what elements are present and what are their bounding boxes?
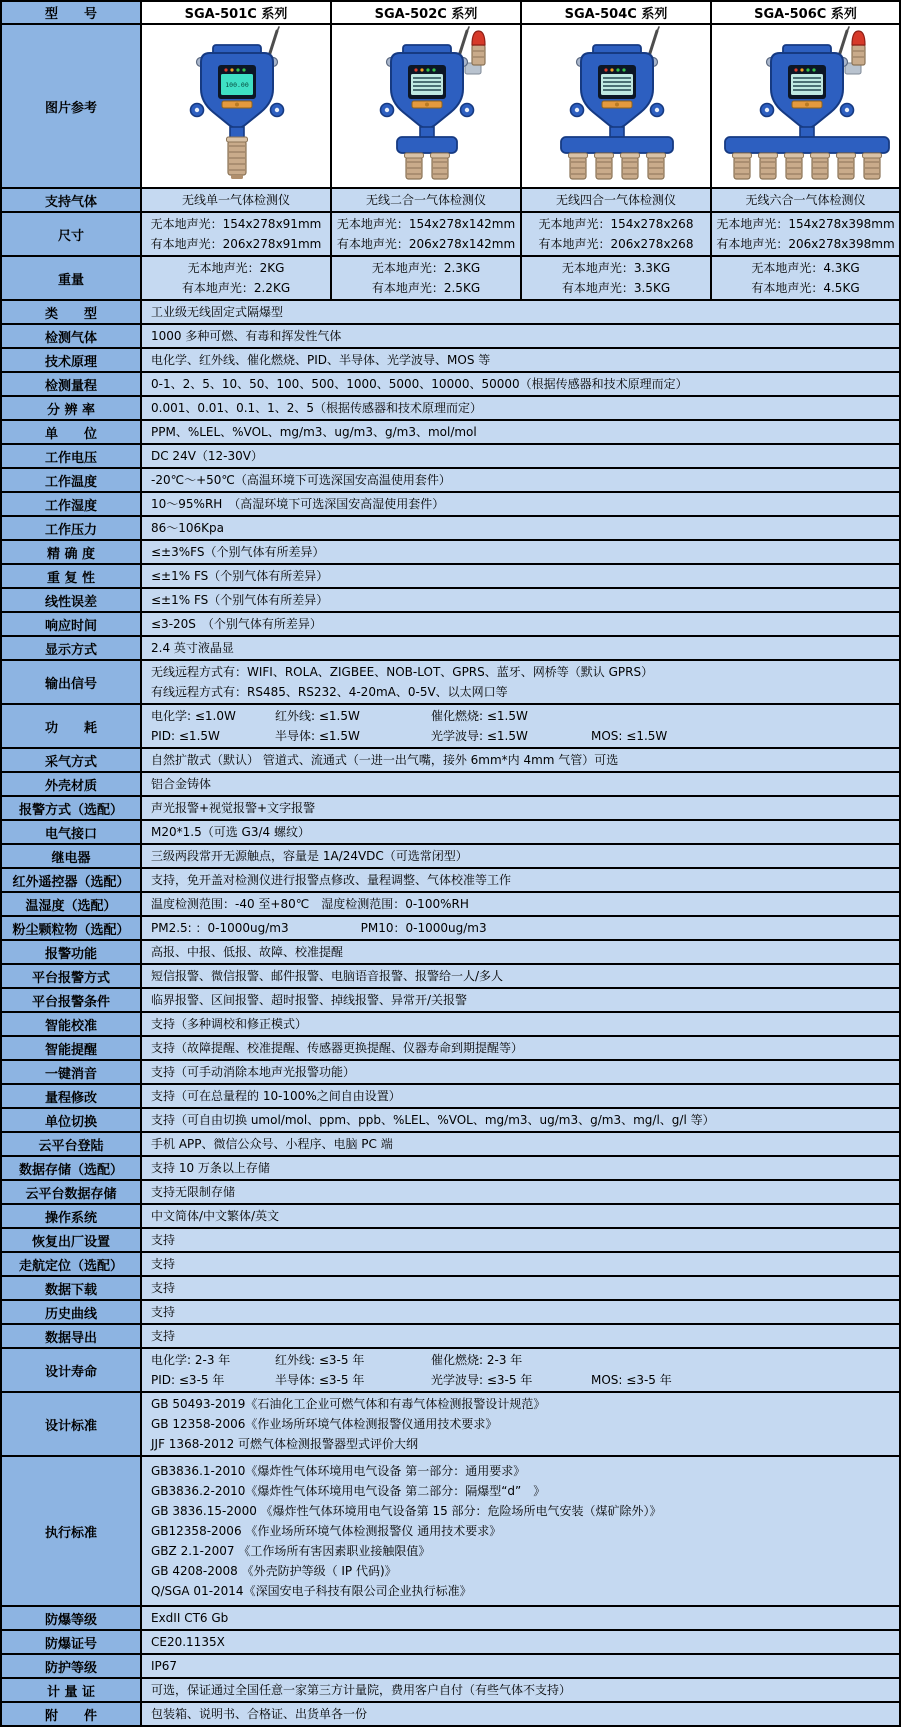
row-cell: 无线单一气体检测仪: [141, 188, 331, 212]
row-value: ≤±1% FS（个别气体有所差异）: [141, 588, 900, 612]
row-label: 粉尘颗粒物（选配）: [1, 916, 141, 940]
row-value: 支持（可手动消除本地声光报警功能）: [141, 1060, 900, 1084]
model-name-sga-504c: SGA-504C 系列: [521, 1, 711, 24]
row-cell: 无本地声光：2.3KG 有本地声光：2.5KG: [331, 256, 521, 300]
row-label: 技术原理: [1, 348, 141, 372]
row-value: 铝合金铸体: [141, 772, 900, 796]
row-value: CE20.1135X: [141, 1630, 900, 1654]
spec-row-13: [1, 540, 900, 564]
spec-row-10: [1, 468, 900, 492]
spec-row-39: [1, 1204, 900, 1228]
row-value: 无线远程方式有：WIFI、ROLA、ZIGBEE、NOB-LOT、GPRS、蓝牙、网桥等（默认 GPRS） 有线远程方式有：RS485、RS232、4-20mA、0-5V、以太网口等: [141, 660, 900, 704]
row-label: 工作温度: [1, 468, 141, 492]
image-cell-sga-502c: [331, 24, 521, 188]
row-label: 云平台登陆: [1, 1132, 141, 1156]
row-value: ≤±1% FS（个别气体有所差异）: [141, 564, 900, 588]
value-segment: 催化燃烧: ≤1.5W: [431, 709, 528, 723]
value-segment: 光学波导: ≤3-5 年: [431, 1373, 533, 1387]
header-label: 型 号: [1, 1, 141, 24]
spec-row-43: [1, 1300, 900, 1324]
spec-row-9: [1, 444, 900, 468]
row-label: 采气方式: [1, 748, 141, 772]
row-cell: 无本地声光：154x278x142mm 有本地声光：206x278x142mm: [331, 212, 521, 256]
row-value: DC 24V（12-30V）: [141, 444, 900, 468]
row-value: 1000 多种可燃、有毒和挥发性气体: [141, 324, 900, 348]
row-cell: 无线二合一气体检测仪: [331, 188, 521, 212]
row-label: 输出信号: [1, 660, 141, 704]
value-segment: 催化燃烧: 2-3 年: [431, 1353, 523, 1367]
row-cell: 无本地声光：154x278x268 有本地声光：206x278x268: [521, 212, 711, 256]
alarm-beacon-icon: [465, 31, 485, 74]
row-label: 设计标准: [1, 1392, 141, 1456]
row-label: 恢复出厂设置: [1, 1228, 141, 1252]
spec-row-48: [1, 1606, 900, 1630]
row-value: 支持（可在总量程的 10-100%之间自由设置）: [141, 1084, 900, 1108]
row-value: 可选，保证通过全国任意一家第三方计量院，费用客户自付（有些气体不支持）: [141, 1678, 900, 1702]
value-segment: 红外线: ≤3-5 年: [275, 1353, 365, 1367]
value-segment: 半导体: ≤1.5W: [275, 729, 360, 743]
image-row: [1, 24, 900, 188]
row-label: 显示方式: [1, 636, 141, 660]
row-cell: 无线六合一气体检测仪: [711, 188, 900, 212]
lcd-screen: [791, 74, 823, 95]
spec-row-32: [1, 1036, 900, 1060]
row-value: GB 50493-2019《石油化工企业可燃气体和有毒气体检测报警设计规范》 GB 12358-2006《作业场所环境气体检测报警仪通用技术要求》 JJF 1368-2012 可燃气体检测报警器型式评价大纲: [141, 1392, 900, 1456]
spec-row-37: [1, 1156, 900, 1180]
spec-row-27: [1, 916, 900, 940]
row-label: 外壳材质: [1, 772, 141, 796]
row-value: 手机 APP、微信公众号、小程序、电脑 PC 端: [141, 1132, 900, 1156]
row-label: 线性误差: [1, 588, 141, 612]
spec-row-40: [1, 1228, 900, 1252]
row-label: 检测气体: [1, 324, 141, 348]
spec-row-3: [1, 300, 900, 324]
lcd-screen: [411, 74, 443, 95]
row-value: PPM、%LEL、%VOL、mg/m3、ug/m3、g/m3、mol/mol: [141, 420, 900, 444]
row-value: 支持: [141, 1300, 900, 1324]
row-label: 检测量程: [1, 372, 141, 396]
spec-row-36: [1, 1132, 900, 1156]
row-value: ≤3-20S （个别气体有所差异）: [141, 612, 900, 636]
row-value: 支持: [141, 1324, 900, 1348]
row-value: PM2.5: ：0-1000ug/m3 PM10：0-1000ug/m3: [141, 916, 900, 940]
spec-row-26: [1, 892, 900, 916]
row-value: 中文简体/中文繁体/英文: [141, 1204, 900, 1228]
row-value: 声光报警+视觉报警+文字报警: [141, 796, 900, 820]
spec-row-31: [1, 1012, 900, 1036]
row-value: 包装箱、说明书、合格证、出货单各一份: [141, 1702, 900, 1726]
spec-row-45: [1, 1348, 900, 1392]
spec-row-50: [1, 1654, 900, 1678]
spec-row-11: [1, 492, 900, 516]
row-value: 支持 10 万条以上存储: [141, 1156, 900, 1180]
row-value: GB3836.1-2010《爆炸性气体环境用电气设备 第一部分：通用要求》 GB3836.2-2010《爆炸性气体环境用电气设备 第二部分：隔爆型“d” 》 GB 3836.15-2000 《爆炸性气体环境用电气设备第 15 部分：危险场所电气安装（煤矿除外）》 GB12358-2006 《作业场所环境气体检测报警仪 通用技术要求》 GBZ 2.1-2007 《工作场所有害因素职业接触限值》 GB 4208-2008 《外壳防护等级（ IP 代码)》 Q/SGA 01-2014《深国安电子科技有限公司企业执行标准》: [141, 1456, 900, 1606]
manifold: [561, 137, 673, 153]
row-label: 走航定位（选配）: [1, 1252, 141, 1276]
spec-row-12: [1, 516, 900, 540]
spec-row-28: [1, 940, 900, 964]
spec-row-33: [1, 1060, 900, 1084]
row-label: 计 量 证: [1, 1678, 141, 1702]
spec-row-5: [1, 348, 900, 372]
row-label: 数据导出: [1, 1324, 141, 1348]
row-value: -20℃～+50℃（高温环境下可选深国安高温使用套件）: [141, 468, 900, 492]
row-value: 支持（多种调校和修正模式）: [141, 1012, 900, 1036]
spec-row-18: [1, 660, 900, 704]
image-cell-sga-501c: [141, 24, 331, 188]
row-label: 类 型: [1, 300, 141, 324]
row-value: 短信报警、微信报警、邮件报警、电脑语音报警、报警给一人/多人: [141, 964, 900, 988]
spec-row-21: [1, 772, 900, 796]
spec-row-14: [1, 564, 900, 588]
row-value: 2.4 英寸液晶显: [141, 636, 900, 660]
spec-row-16: [1, 612, 900, 636]
spec-row-38: [1, 1180, 900, 1204]
spec-row-34: [1, 1084, 900, 1108]
row-label: 重 复 性: [1, 564, 141, 588]
row-label: 报警方式（选配）: [1, 796, 141, 820]
row-label: 红外遥控器（选配）: [1, 868, 141, 892]
row-value: M20*1.5（可选 G3/4 螺纹）: [141, 820, 900, 844]
value-segment: 红外线: ≤1.5W: [275, 709, 360, 723]
row-label: 防爆等级: [1, 1606, 141, 1630]
image-cell-sga-504c: [521, 24, 711, 188]
spec-row-41: [1, 1252, 900, 1276]
spec-row-7: [1, 396, 900, 420]
row-value: 支持: [141, 1276, 900, 1300]
product-image-sga-502c: [332, 25, 522, 181]
row-label: 继电器: [1, 844, 141, 868]
row-value: 三级两段常开无源触点，容量是 1A/24VDC（可选常闭型）: [141, 844, 900, 868]
row-label: 尺寸: [1, 212, 141, 256]
spec-row-2: [1, 256, 900, 300]
row-label: 设计寿命: [1, 1348, 141, 1392]
value-segment: 光学波导: ≤1.5W: [431, 729, 528, 743]
row-value: 自然扩散式（默认） 管道式、流通式（一进一出气嘴，接外 6mm*内 4mm 气管）可选: [141, 748, 900, 772]
value-segment: MOS: ≤1.5W: [591, 729, 668, 743]
row-label: 功 耗: [1, 704, 141, 748]
row-value: [141, 1348, 900, 1392]
product-image-sga-504c: [522, 25, 712, 181]
row-value: 支持（可自由切换 umol/mol、ppm、ppb、%LEL、%VOL、mg/m3、ug/m3、g/m3、mg/l、g/l 等）: [141, 1108, 900, 1132]
row-cell: 无本地声光：4.3KG 有本地声光：4.5KG: [711, 256, 900, 300]
row-value: ≤±3%FS（个别气体有所差异）: [141, 540, 900, 564]
row-label: 云平台数据存储: [1, 1180, 141, 1204]
row-value: 电化学、红外线、催化燃烧、PID、半导体、光学波导、MOS 等: [141, 348, 900, 372]
row-label: 智能校准: [1, 1012, 141, 1036]
model-name-sga-502c: SGA-502C 系列: [331, 1, 521, 24]
row-cell: 无本地声光：154x278x398mm 有本地声光：206x278x398mm: [711, 212, 900, 256]
spec-row-4: [1, 324, 900, 348]
value-segment: PID: ≤3-5 年: [151, 1373, 225, 1387]
row-value: 0.001、0.01、0.1、1、2、5（根据传感器和技术原理而定）: [141, 396, 900, 420]
spec-row-52: [1, 1702, 900, 1726]
spec-row-29: [1, 964, 900, 988]
lcd-screen: [601, 74, 633, 95]
row-label: 支持气体: [1, 188, 141, 212]
row-label: 数据下载: [1, 1276, 141, 1300]
row-label: 工作电压: [1, 444, 141, 468]
row-value: 支持: [141, 1228, 900, 1252]
svg-text:100.00: 100.00: [225, 81, 249, 89]
spec-row-6: [1, 372, 900, 396]
row-label: 工作湿度: [1, 492, 141, 516]
row-value: ExdII CT6 Gb: [141, 1606, 900, 1630]
row-cell: 无本地声光：154x278x91mm 有本地声光：206x278x91mm: [141, 212, 331, 256]
product-image-sga-506c: [712, 25, 902, 181]
row-label: 量程修改: [1, 1084, 141, 1108]
row-label: 单 位: [1, 420, 141, 444]
row-value: 0-1、2、5、10、50、100、500、1000、5000、10000、50000（根据传感器和技术原理而定）: [141, 372, 900, 396]
row-label: 分 辨 率: [1, 396, 141, 420]
row-label: 附 件: [1, 1702, 141, 1726]
spec-row-22: [1, 796, 900, 820]
row-label: 一键消音: [1, 1060, 141, 1084]
image-row-label: 图片参考: [1, 24, 141, 188]
spec-row-30: [1, 988, 900, 1012]
spec-row-20: [1, 748, 900, 772]
spec-row-1: [1, 212, 900, 256]
row-label: 操作系统: [1, 1204, 141, 1228]
spec-row-0: [1, 188, 900, 212]
row-value: 支持无限制存储: [141, 1180, 900, 1204]
value-segment: 半导体: ≤3-5 年: [275, 1373, 365, 1387]
spec-row-42: [1, 1276, 900, 1300]
spec-row-19: [1, 704, 900, 748]
row-label: 响应时间: [1, 612, 141, 636]
row-cell: 无线四合一气体检测仪: [521, 188, 711, 212]
spec-row-44: [1, 1324, 900, 1348]
row-label: 数据存储（选配）: [1, 1156, 141, 1180]
row-label: 重量: [1, 256, 141, 300]
row-label: 防爆证号: [1, 1630, 141, 1654]
row-value: 86～106Kpa: [141, 516, 900, 540]
row-label: 工作压力: [1, 516, 141, 540]
spec-row-46: [1, 1392, 900, 1456]
row-value: 工业级无线固定式隔爆型: [141, 300, 900, 324]
value-segment: 电化学: ≤1.0W: [151, 709, 236, 723]
spec-row-49: [1, 1630, 900, 1654]
row-value: 温度检测范围：-40 至+80℃ 湿度检测范围：0-100%RH: [141, 892, 900, 916]
row-label: 电气接口: [1, 820, 141, 844]
spec-row-8: [1, 420, 900, 444]
row-value: 支持（故障提醒、校准提醒、传感器更换提醒、仪器寿命到期提醒等）: [141, 1036, 900, 1060]
row-label: 精 确 度: [1, 540, 141, 564]
spec-row-17: [1, 636, 900, 660]
row-label: 报警功能: [1, 940, 141, 964]
model-name-sga-506c: SGA-506C 系列: [711, 1, 900, 24]
manifold: [397, 137, 457, 153]
row-value: 支持，免开盖对检测仪进行报警点修改、量程调整、气体校准等工作: [141, 868, 900, 892]
spec-row-51: [1, 1678, 900, 1702]
row-label: 历史曲线: [1, 1300, 141, 1324]
spec-row-23: [1, 820, 900, 844]
product-image-sga-501c: [142, 25, 332, 181]
spec-row-24: [1, 844, 900, 868]
model-name-sga-501c: SGA-501C 系列: [141, 1, 331, 24]
row-label: 防护等级: [1, 1654, 141, 1678]
row-label: 平台报警方式: [1, 964, 141, 988]
spec-row-35: [1, 1108, 900, 1132]
row-label: 温湿度（选配）: [1, 892, 141, 916]
row-value: 10～95%RH （高湿环境下可选深国安高湿使用套件）: [141, 492, 900, 516]
row-value: IP67: [141, 1654, 900, 1678]
row-cell: 无本地声光：2KG 有本地声光：2.2KG: [141, 256, 331, 300]
row-value: 临界报警、区间报警、超时报警、掉线报警、异常开/关报警: [141, 988, 900, 1012]
row-cell: 无本地声光：3.3KG 有本地声光：3.5KG: [521, 256, 711, 300]
row-value: 高报、中报、低报、故障、校准提醒: [141, 940, 900, 964]
value-segment: 电化学: 2-3 年: [151, 1353, 231, 1367]
value-segment: PID: ≤1.5W: [151, 729, 220, 743]
spec-row-47: [1, 1456, 900, 1606]
image-cell-sga-506c: [711, 24, 900, 188]
spec-row-15: [1, 588, 900, 612]
row-label: 单位切换: [1, 1108, 141, 1132]
spec-row-25: [1, 868, 900, 892]
header-row: [1, 1, 900, 24]
alarm-beacon-icon: [845, 31, 865, 74]
manifold: [725, 137, 889, 153]
value-segment: MOS: ≤3-5 年: [591, 1373, 672, 1387]
row-label: 平台报警条件: [1, 988, 141, 1012]
row-value: 支持: [141, 1252, 900, 1276]
row-label: 执行标准: [1, 1456, 141, 1606]
row-value: [141, 704, 900, 748]
row-label: 智能提醒: [1, 1036, 141, 1060]
